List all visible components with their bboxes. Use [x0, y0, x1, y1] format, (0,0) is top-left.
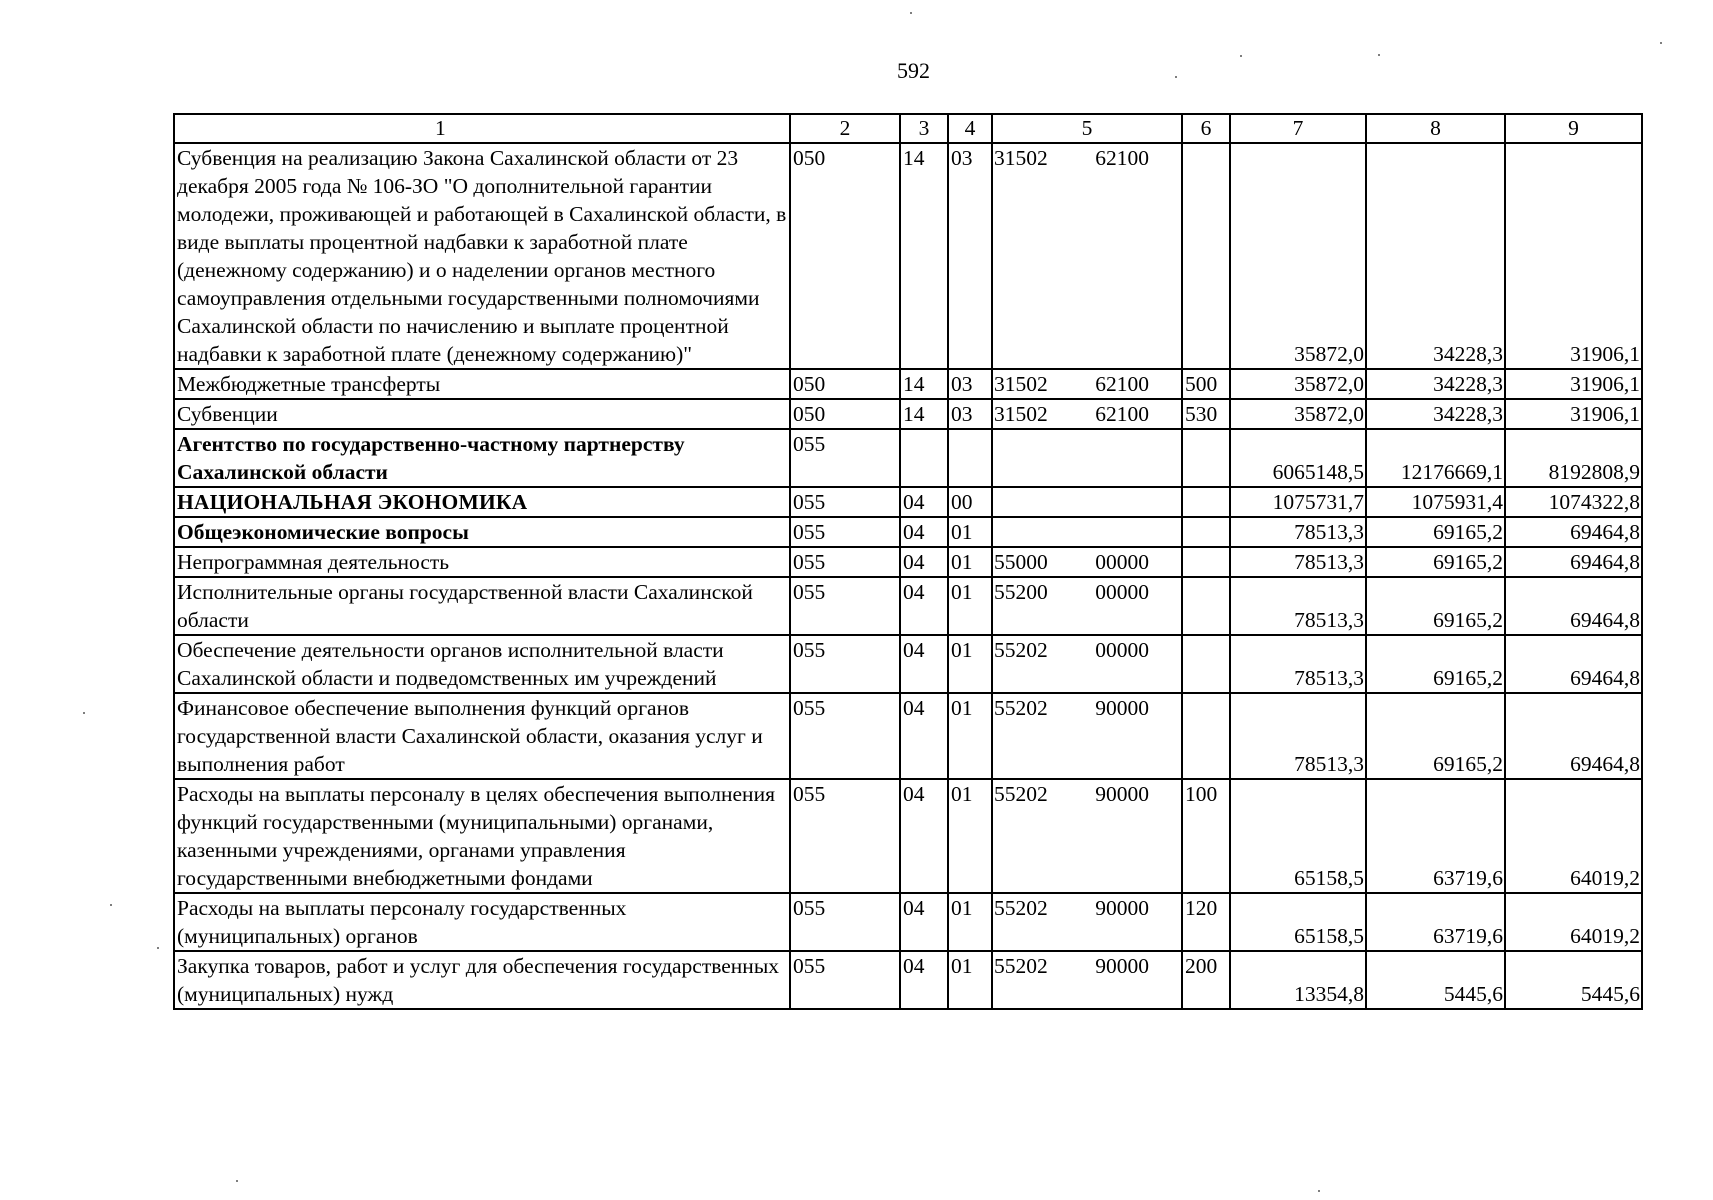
ministry-code: 055 — [790, 893, 900, 951]
expense-type-code: 200 — [1182, 951, 1230, 1009]
ministry-code: 050 — [790, 399, 900, 429]
ministry-code: 050 — [790, 369, 900, 399]
table-row — [174, 429, 1642, 487]
amount-year-2: 69165,2 — [1366, 635, 1505, 693]
amount-year-3: 69464,8 — [1505, 547, 1642, 577]
expense-type-code — [1182, 635, 1230, 693]
target-article-code-part2: 90000 — [1095, 696, 1149, 720]
amount-year-1: 78513,3 — [1230, 517, 1366, 547]
row-name: Межбюджетные трансферты — [174, 369, 790, 399]
amount-year-2: 69165,2 — [1366, 693, 1505, 779]
table-row — [174, 399, 1642, 429]
amount-year-2: 69165,2 — [1366, 577, 1505, 635]
scan-speck — [1660, 42, 1662, 44]
amount-year-3: 64019,2 — [1505, 779, 1642, 893]
subsection-code: 01 — [948, 577, 992, 635]
target-article-code-part2: 62100 — [1095, 146, 1149, 170]
amount-year-3: 69464,8 — [1505, 693, 1642, 779]
table-row — [174, 951, 1642, 1009]
subsection-code — [948, 429, 992, 487]
ministry-code: 050 — [790, 143, 900, 369]
scan-speck — [110, 904, 112, 906]
target-article-code — [992, 369, 1182, 399]
amount-year-1: 78513,3 — [1230, 635, 1366, 693]
amount-year-3: 69464,8 — [1505, 517, 1642, 547]
expense-type-code — [1182, 429, 1230, 487]
subsection-code: 03 — [948, 143, 992, 369]
table-row — [174, 487, 1642, 517]
scan-speck — [1240, 55, 1242, 57]
amount-year-1: 35872,0 — [1230, 369, 1366, 399]
amount-year-2: 69165,2 — [1366, 547, 1505, 577]
expense-type-code: 100 — [1182, 779, 1230, 893]
scan-speck — [157, 947, 159, 949]
expense-type-code: 500 — [1182, 369, 1230, 399]
section-code: 14 — [900, 399, 948, 429]
target-article-code-part2: 00000 — [1095, 550, 1149, 574]
target-article-code — [992, 635, 1182, 693]
amount-year-1: 13354,8 — [1230, 951, 1366, 1009]
section-code: 04 — [900, 547, 948, 577]
section-code: 04 — [900, 517, 948, 547]
subsection-code: 01 — [948, 951, 992, 1009]
ministry-code: 055 — [790, 517, 900, 547]
target-article-code-part2: 00000 — [1095, 638, 1149, 662]
amount-year-2: 5445,6 — [1366, 951, 1505, 1009]
expense-type-code: 530 — [1182, 399, 1230, 429]
amount-year-2: 34228,3 — [1366, 143, 1505, 369]
table-header-row — [174, 114, 1642, 143]
subsection-code: 01 — [948, 635, 992, 693]
target-article-code — [992, 143, 1182, 369]
section-code: 04 — [900, 893, 948, 951]
section-code: 04 — [900, 487, 948, 517]
amount-year-2: 69165,2 — [1366, 517, 1505, 547]
expense-type-code — [1182, 143, 1230, 369]
table-row — [174, 517, 1642, 547]
ministry-code: 055 — [790, 487, 900, 517]
subsection-code: 01 — [948, 517, 992, 547]
row-name: Обеспечение деятельности органов исполнительной власти Сахалинской области и подведомственных им учреждений — [174, 635, 790, 693]
target-article-code-part2: 90000 — [1095, 954, 1149, 978]
amount-year-1: 6065148,5 — [1230, 429, 1366, 487]
column-header: 9 — [1505, 114, 1642, 143]
column-header: 3 — [900, 114, 948, 143]
subsection-code: 01 — [948, 893, 992, 951]
section-code: 04 — [900, 635, 948, 693]
scan-speck — [1378, 54, 1380, 56]
target-article-code-part1: 55200 — [994, 580, 1048, 604]
column-header: 4 — [948, 114, 992, 143]
row-name: Расходы на выплаты персоналу в целях обеспечения выполнения функций государственными (муниципальными) органами, казенными учреждениями, органами управления государственными внебюджетными фондами — [174, 779, 790, 893]
subsection-code: 03 — [948, 399, 992, 429]
table-row — [174, 143, 1642, 369]
ministry-code: 055 — [790, 779, 900, 893]
amount-year-2: 1075931,4 — [1366, 487, 1505, 517]
amount-year-3: 31906,1 — [1505, 143, 1642, 369]
amount-year-2: 12176669,1 — [1366, 429, 1505, 487]
amount-year-2: 63719,6 — [1366, 893, 1505, 951]
section-code: 14 — [900, 369, 948, 399]
target-article-code-part2: 62100 — [1095, 402, 1149, 426]
section-code: 04 — [900, 693, 948, 779]
page-number: 592 — [897, 58, 930, 83]
subsection-code: 03 — [948, 369, 992, 399]
table-row — [174, 547, 1642, 577]
expense-type-code — [1182, 517, 1230, 547]
target-article-code — [992, 487, 1182, 517]
target-article-code-part1: 55202 — [994, 954, 1048, 978]
expense-type-code — [1182, 547, 1230, 577]
ministry-code: 055 — [790, 429, 900, 487]
table-row — [174, 577, 1642, 635]
table-row — [174, 893, 1642, 951]
section-code: 14 — [900, 143, 948, 369]
target-article-code-part1: 31502 — [994, 402, 1048, 426]
amount-year-1: 35872,0 — [1230, 399, 1366, 429]
ministry-code: 055 — [790, 951, 900, 1009]
subsection-code: 01 — [948, 693, 992, 779]
ministry-code: 055 — [790, 547, 900, 577]
amount-year-3: 64019,2 — [1505, 893, 1642, 951]
table-row — [174, 635, 1642, 693]
expense-type-code — [1182, 487, 1230, 517]
column-header: 2 — [790, 114, 900, 143]
target-article-code — [992, 399, 1182, 429]
target-article-code — [992, 547, 1182, 577]
target-article-code-part2: 90000 — [1095, 782, 1149, 806]
target-article-code — [992, 577, 1182, 635]
column-header: 1 — [174, 114, 790, 143]
scan-speck — [236, 1180, 238, 1182]
amount-year-1: 65158,5 — [1230, 893, 1366, 951]
row-name: Закупка товаров, работ и услуг для обеспечения государственных (муниципальных) нужд — [174, 951, 790, 1009]
column-header: 7 — [1230, 114, 1366, 143]
scan-speck — [83, 712, 85, 714]
section-code: 04 — [900, 779, 948, 893]
target-article-code-part2: 00000 — [1095, 580, 1149, 604]
table-row — [174, 779, 1642, 893]
amount-year-3: 5445,6 — [1505, 951, 1642, 1009]
budget-table — [173, 113, 1643, 1010]
amount-year-1: 1075731,7 — [1230, 487, 1366, 517]
target-article-code — [992, 779, 1182, 893]
expense-type-code: 120 — [1182, 893, 1230, 951]
target-article-code-part1: 31502 — [994, 146, 1048, 170]
subsection-code: 01 — [948, 547, 992, 577]
amount-year-3: 31906,1 — [1505, 399, 1642, 429]
amount-year-2: 63719,6 — [1366, 779, 1505, 893]
section-code: 04 — [900, 951, 948, 1009]
target-article-code — [992, 517, 1182, 547]
expense-type-code — [1182, 577, 1230, 635]
scan-speck — [1175, 76, 1177, 78]
target-article-code — [992, 693, 1182, 779]
target-article-code-part2: 90000 — [1095, 896, 1149, 920]
amount-year-1: 78513,3 — [1230, 577, 1366, 635]
target-article-code-part1: 55202 — [994, 896, 1048, 920]
subsection-code: 01 — [948, 779, 992, 893]
amount-year-1: 78513,3 — [1230, 547, 1366, 577]
target-article-code-part1: 55202 — [994, 638, 1048, 662]
target-article-code-part1: 55202 — [994, 696, 1048, 720]
amount-year-1: 35872,0 — [1230, 143, 1366, 369]
target-article-code-part1: 31502 — [994, 372, 1048, 396]
amount-year-2: 34228,3 — [1366, 369, 1505, 399]
table-row — [174, 693, 1642, 779]
row-name: Субвенция на реализацию Закона Сахалинской области от 23 декабря 2005 года № 106-ЗО "О дополнительной гарантии молодежи, проживающей и работающей в Сахалинской области, в виде выплаты процентной надбавки к заработной плате (денежному содержанию) и о наделении органов местного самоуправления отдельными государственными полномочиями Сахалинской области по начислению и выплате процентной надбавки к заработной плате (денежному содержанию)" — [174, 143, 790, 369]
ministry-code: 055 — [790, 635, 900, 693]
ministry-code: 055 — [790, 693, 900, 779]
amount-year-3: 69464,8 — [1505, 635, 1642, 693]
row-name: Финансовое обеспечение выполнения функций органов государственной власти Сахалинской области, оказания услуг и выполнения работ — [174, 693, 790, 779]
row-name: Исполнительные органы государственной власти Сахалинской области — [174, 577, 790, 635]
amount-year-3: 8192808,9 — [1505, 429, 1642, 487]
amount-year-3: 1074322,8 — [1505, 487, 1642, 517]
column-header: 6 — [1182, 114, 1230, 143]
target-article-code — [992, 951, 1182, 1009]
row-name: Общеэкономические вопросы — [174, 517, 790, 547]
row-name: НАЦИОНАЛЬНАЯ ЭКОНОМИКА — [174, 487, 790, 517]
amount-year-1: 78513,3 — [1230, 693, 1366, 779]
section-code: 04 — [900, 577, 948, 635]
amount-year-2: 34228,3 — [1366, 399, 1505, 429]
amount-year-3: 31906,1 — [1505, 369, 1642, 399]
target-article-code-part1: 55202 — [994, 782, 1048, 806]
subsection-code: 00 — [948, 487, 992, 517]
scan-speck — [910, 12, 912, 14]
section-code — [900, 429, 948, 487]
ministry-code: 055 — [790, 577, 900, 635]
row-name: Агентство по государственно-частному партнерству Сахалинской области — [174, 429, 790, 487]
row-name: Субвенции — [174, 399, 790, 429]
table-row — [174, 369, 1642, 399]
target-article-code — [992, 429, 1182, 487]
target-article-code — [992, 893, 1182, 951]
expense-type-code — [1182, 693, 1230, 779]
row-name: Непрограммная деятельность — [174, 547, 790, 577]
target-article-code-part2: 62100 — [1095, 372, 1149, 396]
amount-year-3: 69464,8 — [1505, 577, 1642, 635]
amount-year-1: 65158,5 — [1230, 779, 1366, 893]
column-header: 5 — [992, 114, 1182, 143]
target-article-code-part1: 55000 — [994, 550, 1048, 574]
scan-speck — [1318, 1190, 1320, 1192]
column-header: 8 — [1366, 114, 1505, 143]
row-name: Расходы на выплаты персоналу государственных (муниципальных) органов — [174, 893, 790, 951]
